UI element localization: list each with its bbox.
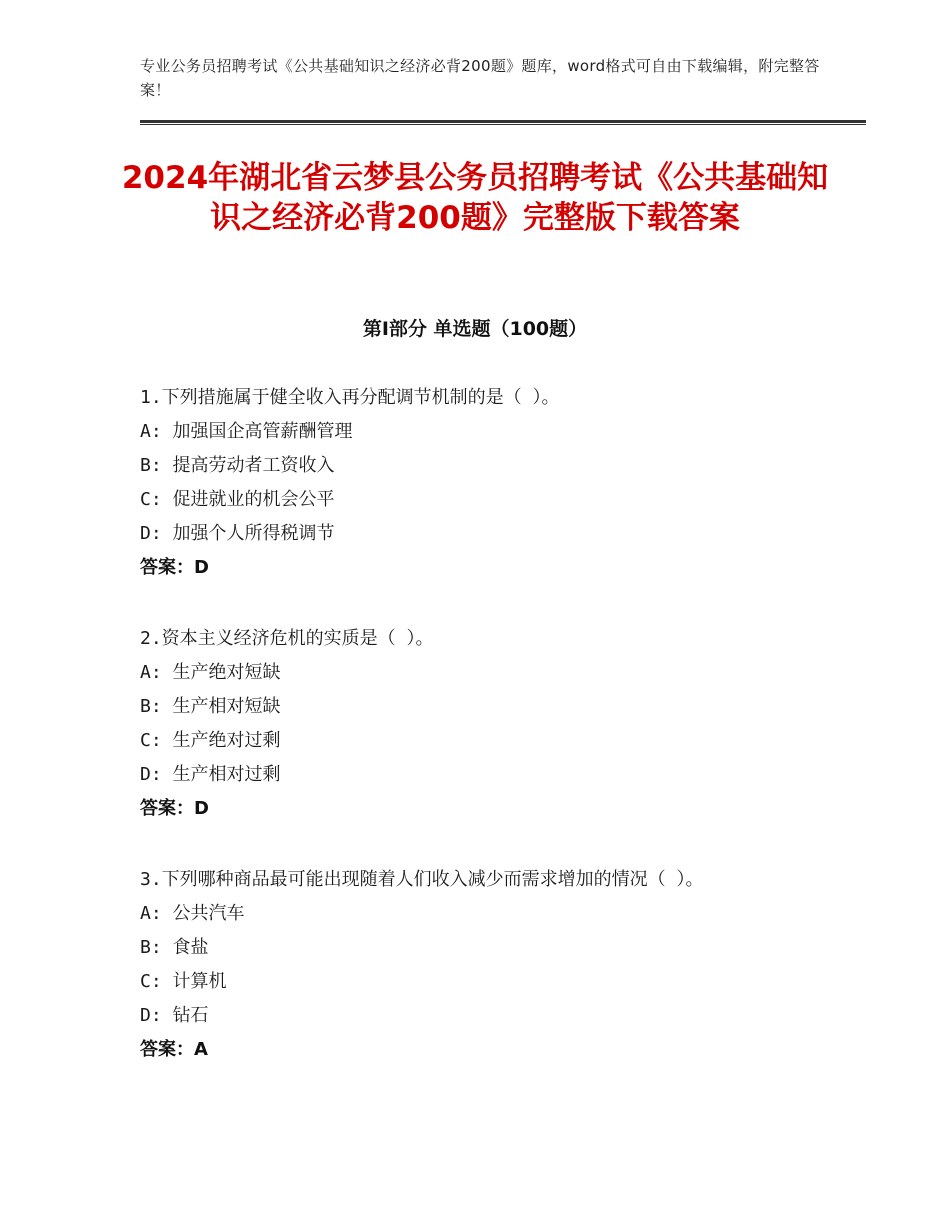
header-note: 专业公务员招聘考试《公共基础知识之经济必背200题》题库，word格式可自由下载编辑，附完整答案！: [140, 57, 820, 99]
option-c: C: 生产绝对过剩: [140, 730, 281, 751]
answer-label: 答案：D: [140, 798, 209, 819]
option-a: A: 公共汽车: [140, 903, 245, 924]
question-stem: 1.下列措施属于健全收入再分配调节机制的是（ ）。: [140, 387, 560, 408]
option-c: C: 促进就业的机会公平: [140, 489, 335, 510]
option-b: B: 生产相对短缺: [140, 696, 281, 717]
option-d: D: 加强个人所得税调节: [140, 523, 335, 544]
question-list: [140, 381, 800, 1104]
option-d: D: 钻石: [140, 1005, 209, 1026]
question-3: [140, 863, 800, 1067]
question-stem: 3.下列哪种商品最可能出现随着人们收入减少而需求增加的情况（ ）。: [140, 869, 704, 890]
answer-label: 答案：D: [140, 557, 209, 578]
option-b: B: 提高劳动者工资收入: [140, 455, 335, 476]
option-b: B: 食盐: [140, 937, 209, 958]
option-d: D: 生产相对过剩: [140, 764, 281, 785]
section-heading: 第Ⅰ部分 单选题（100题）: [362, 318, 588, 340]
header-divider: [140, 120, 866, 125]
question-stem: 2.资本主义经济危机的实质是（ ）。: [140, 628, 434, 649]
option-a: A: 生产绝对短缺: [140, 662, 281, 683]
question-2: [140, 622, 800, 826]
header-divider-thick: [140, 120, 866, 123]
option-a: A: 加强国企高管薪酬管理: [140, 421, 353, 442]
header-divider-thin: [140, 124, 866, 125]
option-c: C: 计算机: [140, 971, 227, 992]
answer-label: 答案：A: [140, 1039, 208, 1060]
document-title: 2024年湖北省云梦县公务员招聘考试《公共基础知识之经济必背200题》完整版下载答案: [121, 160, 829, 236]
question-1: [140, 381, 800, 585]
